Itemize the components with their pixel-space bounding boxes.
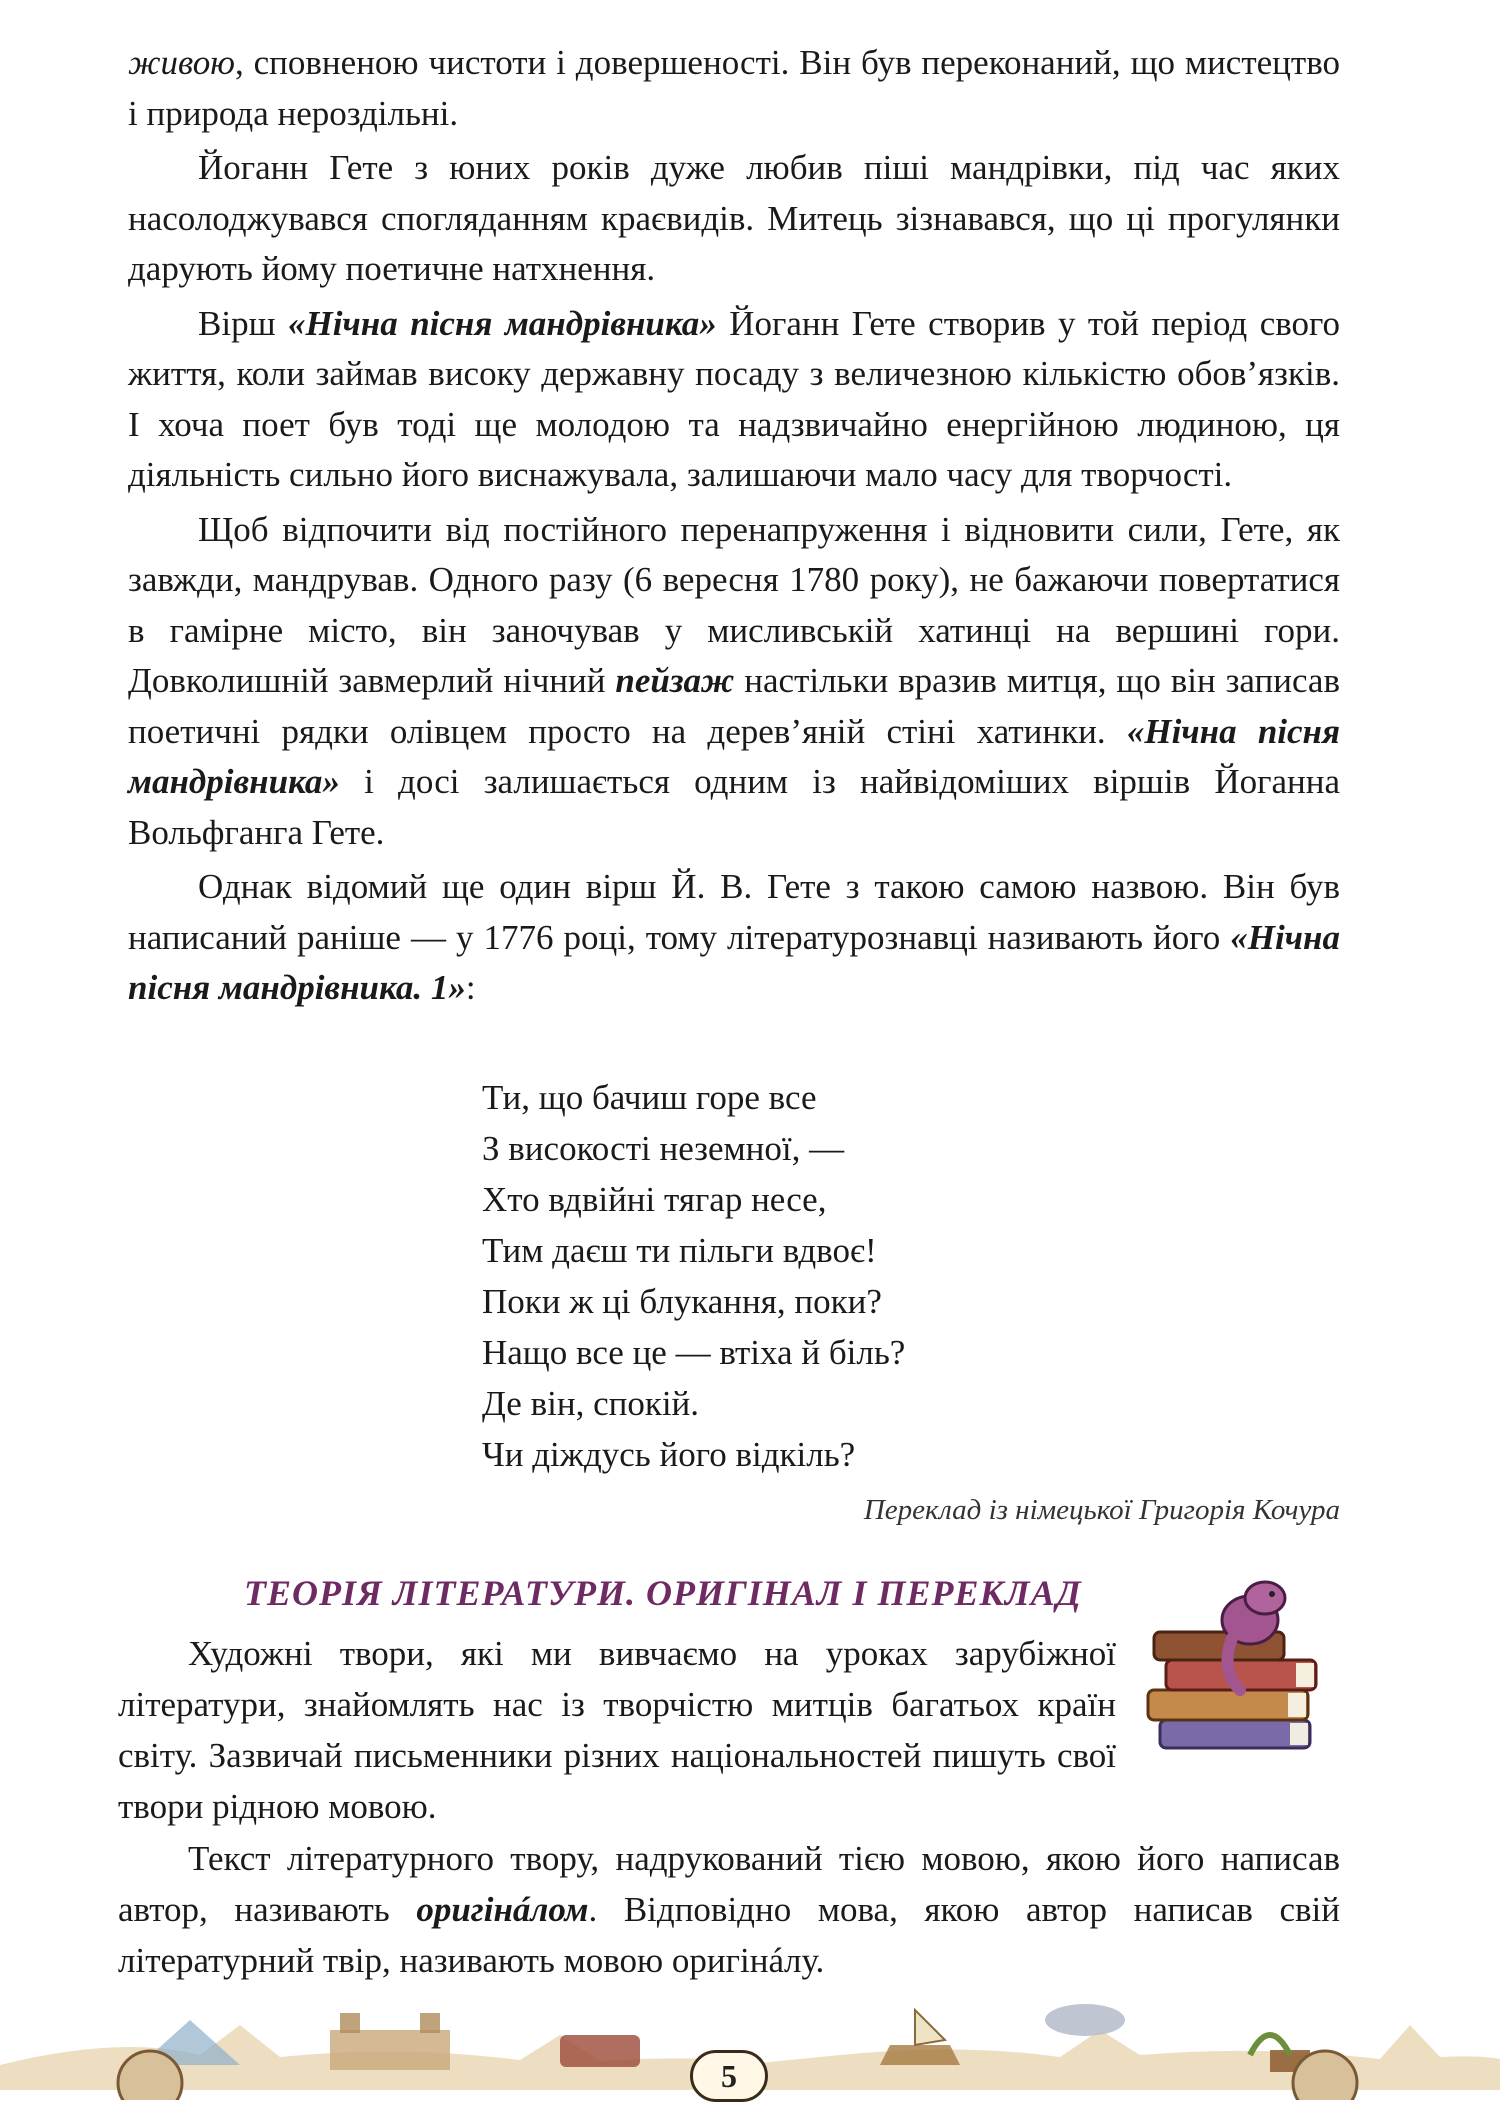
paragraph-3: Вірш «Нічна пісня мандрівника» Йоганн Гете створив у той період свого життя, коли займав високу державну посаду з величезною кількістю обов’язків. І хоча поет був тоді ще молодою та надзвичайно енергійною людиною, ця діяльність сильно його виснажувала, залишаючи мало часу для творчості. <box>128 303 1340 494</box>
paragraph-1 <box>128 38 1340 139</box>
term-landscape: пейзаж <box>615 661 735 700</box>
theory-paragraph-2: Текст літературного твору, надрукований тією мовою, якою його написав автор, називають оригінáлом. Відповідно мова, якою автор написав свій літературний твір, називають мовою оригінáлу. <box>118 1839 1340 1980</box>
poem-line: Хто вдвійні тягар несе, <box>482 1180 827 1219</box>
main-text <box>128 38 1340 1014</box>
paragraph-4: Щоб відпочити від постійного перенапруження і відновити сили, Гете, як завжди, мандрував. Одного разу (6 вересня 1780 року), не бажаючи повертатися в гамірне місто, він заночував у мисливській хатинці на вершині гори. Довколишній завмерлий нічний пейзаж настільки вразив митця, що він записав поетичні рядки олівцем просто на дерев’яній стіні хатинки. «Нічна пісня мандрівника» і досі залишається одним із найвідоміших віршів Йоганна Вольфганга Гете. <box>128 509 1340 852</box>
theory-heading: ТЕОРІЯ ЛІТЕРАТУРИ. ОРИГІНАЛ І ПЕРЕКЛАД <box>244 1573 1082 1613</box>
page-number: 5 <box>690 2050 768 2102</box>
poem-title: «Нічна пісня мандрівника» <box>287 303 717 343</box>
paragraph-text: , сповненою чистоти і довершеності. Він був переконаний, що мистецтво і природа нероздільні. <box>128 43 1340 133</box>
italic-word: живою <box>128 43 235 82</box>
poem-line: З високості неземної, — <box>482 1129 845 1168</box>
poem-line: Тим даєш ти пільги вдвоє! <box>482 1231 877 1270</box>
paragraph-2: Йоганн Гете з юних років дуже любив піші мандрівки, під час яких насолоджувався спогляданням краєвидів. Митець зізнавався, що ці прогулянки дарують йому поетичне натхнення. <box>128 148 1340 288</box>
poem-title: «Нічна пісня мандрівника» <box>128 711 1340 801</box>
paragraph-5: Однак відомий ще один вірш Й. В. Гете з такою самою назвою. Він був написаний раніше — у 1776 році, тому літературознавці називають його «Нічна пісня мандрівника. 1»: <box>128 867 1340 1007</box>
poem-line: Поки ж ці блукання, поки? <box>482 1282 882 1321</box>
translator-credit: Переклад із німецької Григорія Кочура <box>863 1494 1340 1526</box>
poem-line: Чи діждусь його відкіль? <box>482 1435 856 1474</box>
term-original: оригінáлом <box>416 1890 589 1929</box>
poem-line: Де він, спокій. <box>482 1384 700 1423</box>
theory-text-2 <box>118 1833 1340 1986</box>
theory-paragraph-1: Художні твори, які ми вивчаємо на уроках зарубіжної літератури, знайомлять нас із творчістю митців багатьох країн світу. Зазвичай письменники різних національностей пишуть свої твори рідною мовою. <box>118 1634 1116 1826</box>
poem-line: Нащо все це — втіха й біль? <box>482 1333 906 1372</box>
poem-line: Ти, що бачиш горе все <box>482 1078 817 1117</box>
theory-text <box>118 1628 1116 1832</box>
book-stack-illustration <box>1140 1580 1350 1765</box>
books-icon <box>1148 1582 1316 1748</box>
poem <box>482 1072 905 1480</box>
poem-title: «Нічна пісня мандрівника. 1» <box>128 917 1340 1007</box>
